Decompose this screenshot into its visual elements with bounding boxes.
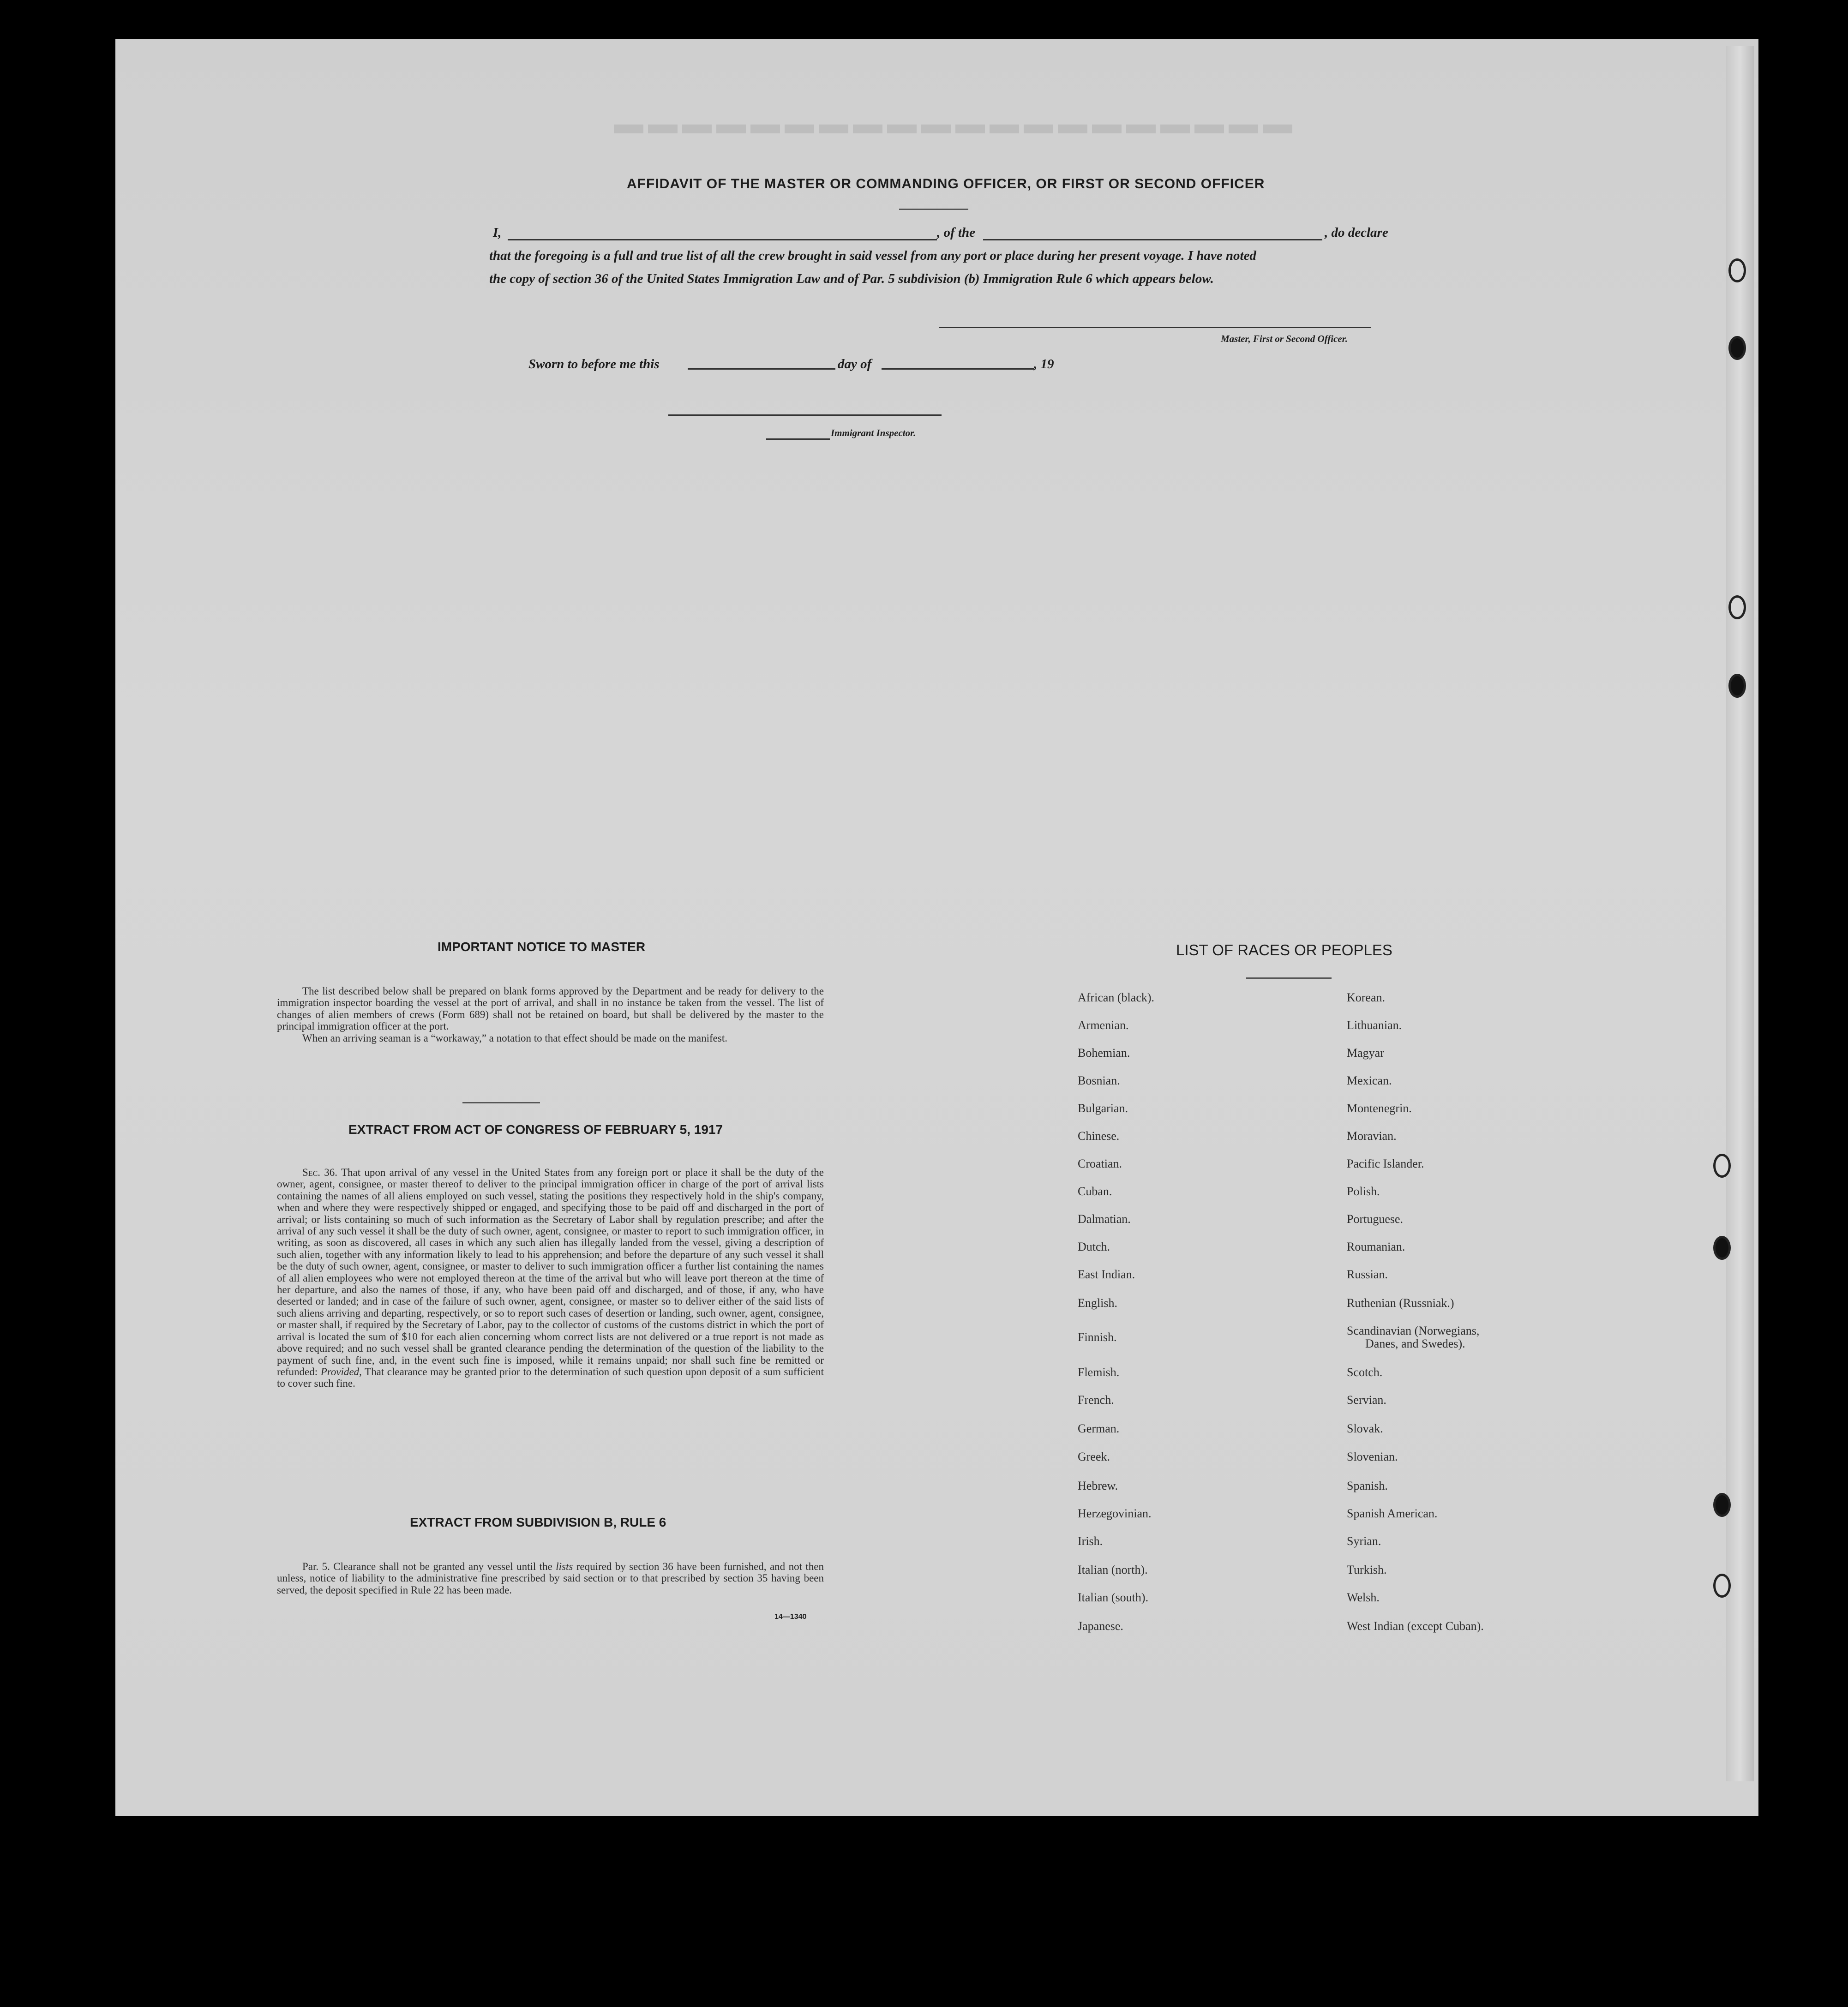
race-item: Herzegovinian.: [1078, 1507, 1152, 1520]
divider: [899, 209, 968, 210]
act-text-end: That clearance may be granted prior to the determination of such question upon deposit of a sum sufficient to cover such fine.: [277, 1366, 824, 1390]
punch-hole-icon: [1728, 258, 1746, 282]
inspector-signature-line[interactable]: [668, 414, 942, 416]
race-item: East Indian.: [1078, 1268, 1135, 1281]
race-item: Slovenian.: [1347, 1450, 1398, 1463]
race-item: Roumanian.: [1347, 1240, 1405, 1253]
race-item: Greek.: [1078, 1450, 1110, 1463]
notice-title: IMPORTANT NOTICE TO MASTER: [438, 940, 646, 954]
race-item: Flemish.: [1078, 1366, 1120, 1379]
race-item: Scandinavian (Norwegians,: [1347, 1324, 1480, 1337]
affidavit-line-3: the copy of section 36 of the United States Immigration Law and of Par. 5 subdivision (b) Immigration Rule 6 which appears below.: [489, 271, 1214, 286]
race-item: Cuban.: [1078, 1185, 1112, 1198]
race-item: Bohemian.: [1078, 1046, 1130, 1060]
punch-hole-icon: [1713, 1574, 1731, 1598]
name-blank[interactable]: [508, 239, 937, 240]
sworn-year: , 19: [1034, 357, 1054, 371]
race-item: Finnish.: [1078, 1330, 1117, 1344]
race-item: Italian (north).: [1078, 1563, 1148, 1576]
race-item: Korean.: [1347, 991, 1386, 1004]
race-item: Russian.: [1347, 1268, 1388, 1281]
race-item: Welsh.: [1347, 1591, 1380, 1604]
act-extract-body: [277, 1167, 824, 1390]
master-signature-label: Master, First or Second Officer.: [1221, 333, 1348, 344]
punch-hole-icon: [1713, 1154, 1731, 1178]
race-item: Danes, and Swedes).: [1365, 1337, 1465, 1350]
affidavit-title: AFFIDAVIT OF THE MASTER OR COMMANDING OFFICER, OR FIRST OR SECOND OFFICER: [627, 176, 1265, 192]
race-item: Polish.: [1347, 1185, 1380, 1198]
divider: [462, 1102, 540, 1103]
affidavit-i: I,: [493, 225, 502, 240]
race-item: Slovak.: [1347, 1422, 1383, 1435]
race-item: Spanish American.: [1347, 1507, 1438, 1520]
race-item: Spanish.: [1347, 1479, 1388, 1492]
race-item: Chinese.: [1078, 1129, 1120, 1143]
race-item: Bulgarian.: [1078, 1102, 1128, 1115]
notice-paragraph: When an arriving seaman is a “workaway,” a notation to that effect should be made on the manifest.: [302, 1032, 727, 1044]
punch-hole-icon: [1728, 674, 1746, 698]
punch-hole-icon: [1728, 336, 1746, 360]
notice-paragraph: The list described below shall be prepared on blank forms approved by the Department and be ready for delivery to the immigration inspector boarding the vessel at the port of arrival, and shall in no instance be taken from the vessel. The list of changes of alien members of crews (Form 689) shall not be retained on board, but shall be delivered by the master to the principal immigration officer at the port.: [277, 985, 824, 1032]
race-item: Dalmatian.: [1078, 1212, 1131, 1226]
lists-word: lists: [556, 1561, 573, 1572]
master-signature-line[interactable]: [939, 327, 1371, 328]
act-extract-title: EXTRACT FROM ACT OF CONGRESS OF FEBRUARY 5, 1917: [348, 1122, 723, 1137]
race-item: English.: [1078, 1296, 1117, 1310]
provided-word: Provided,: [320, 1366, 362, 1378]
race-item: Mexican.: [1347, 1074, 1392, 1087]
race-item: Pacific Islander.: [1347, 1157, 1424, 1170]
affidavit-do-declare: , do declare: [1325, 225, 1388, 240]
affidavit-line-2: that the foregoing is a full and true list of all the crew brought in said vessel from any port or place during her present voyage. I have noted: [489, 248, 1256, 263]
race-item: Scotch.: [1347, 1366, 1383, 1379]
race-item: Moravian.: [1347, 1129, 1397, 1143]
race-item: African (black).: [1078, 991, 1155, 1004]
notice-body: [277, 985, 824, 1044]
race-item: Italian (south).: [1078, 1591, 1149, 1604]
race-item: Magyar: [1347, 1046, 1384, 1060]
page-edge: [1726, 46, 1754, 1781]
race-item: Croatian.: [1078, 1157, 1122, 1170]
race-item: Lithuanian.: [1347, 1018, 1402, 1032]
races-title: LIST OF RACES OR PEOPLES: [1176, 941, 1392, 959]
form-number: 14—1340: [774, 1613, 807, 1621]
race-item: Irish.: [1078, 1534, 1103, 1548]
punch-hole-icon: [1713, 1236, 1731, 1260]
rule-text: Par. 5. Clearance shall not be granted any vessel until the: [302, 1561, 552, 1572]
rule-extract-title: EXTRACT FROM SUBDIVISION B, RULE 6: [410, 1515, 666, 1529]
sworn-month-blank[interactable]: [882, 368, 1034, 370]
section-label: Sec. 36.: [302, 1167, 338, 1178]
vessel-blank[interactable]: [983, 239, 1322, 240]
race-item: Syrian.: [1347, 1534, 1381, 1548]
race-item: Portuguese.: [1347, 1212, 1404, 1226]
race-item: Armenian.: [1078, 1018, 1129, 1032]
race-item: Montenegrin.: [1347, 1102, 1412, 1115]
divider: [1246, 977, 1332, 979]
race-item: Bosnian.: [1078, 1074, 1120, 1087]
sworn-text: Sworn to before me this: [528, 357, 660, 371]
race-item: Hebrew.: [1078, 1479, 1118, 1492]
inspector-label: Immigrant Inspector.: [831, 427, 916, 438]
punch-hole-icon: [1713, 1493, 1731, 1517]
race-item: German.: [1078, 1422, 1120, 1435]
inspector-port-blank[interactable]: [766, 438, 830, 440]
race-item: Dutch.: [1078, 1240, 1110, 1253]
race-item: Japanese.: [1078, 1619, 1123, 1633]
rule-text-end: required by section 36 have been furnished, and not then unless, notice of liability to the administrative fine prescribed by said section or to that prescribed by section 35 having been served, the deposit specified in Rule 22 has been made.: [277, 1561, 824, 1596]
race-item: Servian.: [1347, 1393, 1386, 1407]
race-item: Turkish.: [1347, 1563, 1387, 1576]
sworn-day-blank[interactable]: [688, 368, 835, 370]
race-item: West Indian (except Cuban).: [1347, 1619, 1484, 1633]
punch-hole-icon: [1728, 595, 1746, 619]
race-item: Ruthenian (Russniak.): [1347, 1296, 1454, 1310]
act-text: That upon arrival of any vessel in the United States from any foreign port or place it shall be the duty of the owner, agent, consignee, or master thereof to deliver to the principal immigration officer in charge of the port of arrival lists containing the names of all aliens employed on such vessel, stating the positions they respectively hold in the ship's company, when and where they were respectively shipped or engaged, and specifying those to be paid off and discharged in the port of arrival; or lists containing so much of such information as the Secretary of Labor shall by regulation prescribe; and after the arrival of any such vessel it shall be the duty of such owner, agent, consignee, or master to report to such immigration officer, in writing, as soon as discovered, all cases in which any such alien has illegally landed from the vessel, giving a description of such alien, together with any information likely to lead to his apprehension; and before the departure of any such vessel it shall be the duty of such owner, agent, consignee, or master to deliver to such immigration officer a further list containing the names of all alien employees who were not employed thereon at the time of the arrival but who will leave port thereon at the time of her departure, and also the names of those, if any, who have been paid off and discharged, and of those, if any, who have deserted or landed; and in case of the failure of such owner, agent, consignee, or master so to deliver either of the said lists of such aliens arriving and departing, respectively, or so to report such cases of desertion or landing, such owner, agent, consignee, or master shall, if required by the Secretary of Labor, pay to the collector of customs of the customs district in which the port of arrival is located the sum of $10 for each alien concerning whom correct lists are not delivered or a true report is not made as above required; and no such vessel shall be granted clearance pending the determination of the question of the liability to the payment of such fine, and, in the event such fine is imposed, while it remains unpaid; nor shall such fine be remitted or refunded:: [277, 1167, 824, 1378]
sworn-day-of: day of: [838, 357, 872, 371]
rule-extract-body: [277, 1561, 824, 1596]
affidavit-of-the: , of the: [937, 225, 975, 240]
bleed-through-heading: ▬▬▬▬▬▬▬▬▬▬▬▬▬▬▬▬▬▬▬▬: [609, 107, 1292, 140]
race-item: French.: [1078, 1393, 1114, 1407]
manifest-page: [115, 39, 1758, 1816]
